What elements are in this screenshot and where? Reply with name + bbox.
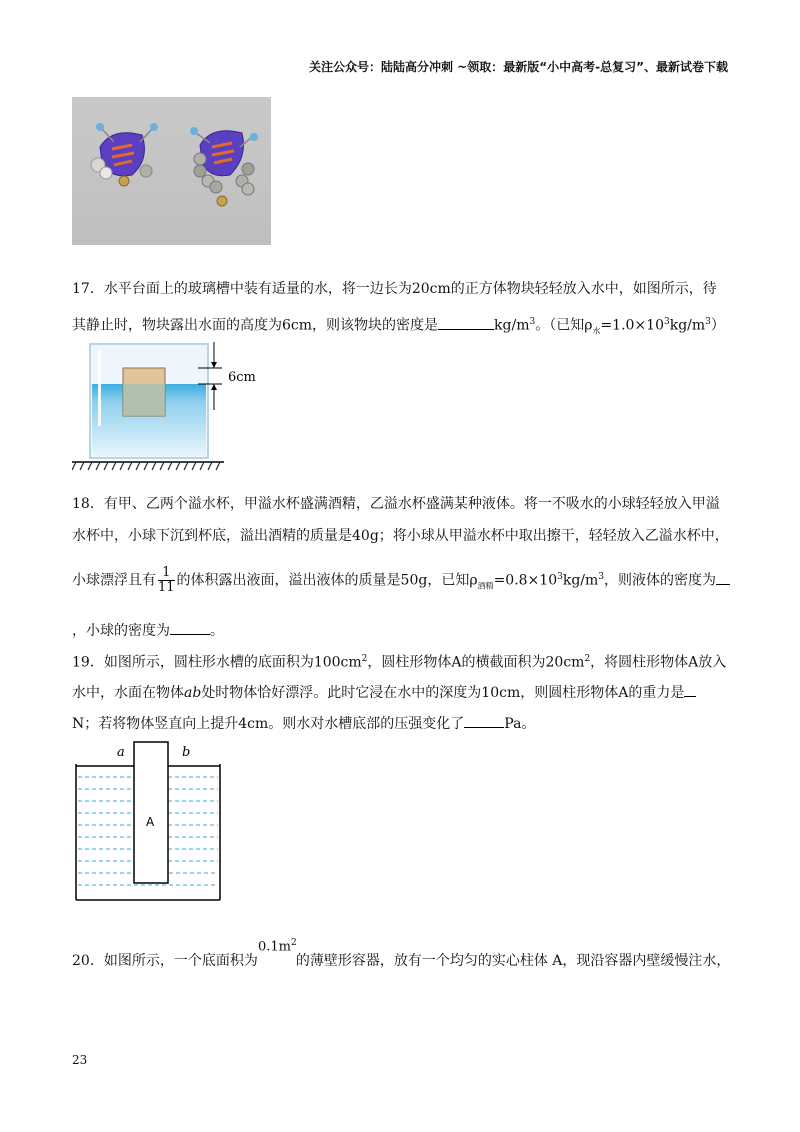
q19-text-a: 19．如图所示，圆柱形水槽的底面积为100cm (72, 654, 362, 671)
q17-line2: 其静止时，物块露出水面的高度为6cm，则该物块的密度是 $kg/m^3$。（已知$\rho_水=1.0\times 10^3kg/m^3$） (72, 313, 725, 340)
q18-text-a: 小球漂浮且有 (72, 572, 156, 589)
q18-text-b: 的体积露出液面，溢出液体的质量是50g，已知ρ (176, 572, 478, 589)
q17-text-b: 。（已知ρ (535, 317, 593, 334)
q19-text-c: ，将圆柱形物体A放入 (590, 654, 727, 671)
q19-label-a: a (117, 745, 125, 760)
q19-text-g: Pa。 (504, 716, 536, 732)
q19-line1: 19．如图所示，圆柱形水槽的底面积为$100cm^2$，圆柱形物体A的横截面积为$20cm^2$，将圆柱形物体A放入 (72, 654, 727, 671)
q18-sub-alcohol: 酒精 (477, 581, 494, 591)
q18-text-e2: 。 (210, 623, 224, 639)
q18-line2: 水杯中，小球下沉到杯底，溢出酒精的质量是40g；将小球从甲溢水杯中取出擦干，轻轻放入乙溢水杯中， (72, 528, 729, 544)
q19-answer-blank-1[interactable] (684, 682, 696, 697)
boats-coins-illustration (72, 97, 271, 245)
cylinder-A (134, 742, 168, 883)
q17-line1: 17．水平台面上的玻璃槽中装有适量的水，将一边长为20cm的正方体物块轻轻放入水中，如图所示，待 (72, 281, 717, 297)
q19-line3 (72, 713, 535, 733)
q17-unit: kg/m (494, 317, 530, 334)
q18-answer-blank-1[interactable] (716, 570, 730, 585)
q19-text-d: 水中，水面在物体 (72, 685, 184, 701)
fraction-denominator: 11 (158, 580, 175, 595)
q17-text-d: kg/m (669, 317, 706, 334)
q17-sub-water: 水 (592, 326, 601, 336)
q17-text-c: =1.0×10 (600, 317, 664, 334)
q20-area-value: 0.1m (258, 939, 292, 955)
q19-text-b: ，圆柱形物体A的横截面积为20cm (367, 654, 585, 671)
q20-text-a: 20．如图所示，一个底面积为 (72, 953, 258, 969)
q19-text-f: N；若将物体竖直向上提升4cm。则水对水槽底部的压强变化了 (72, 716, 465, 732)
q18-line4 (72, 620, 224, 640)
q20-text-b: 的薄壁形容器，放有一个均匀的实心柱体 A，现沿容器内壁缓慢注水， (295, 953, 731, 969)
q19-answer-blank-2[interactable] (464, 713, 504, 728)
page-number: 23 (72, 1053, 88, 1067)
q17-text-e: ） (710, 317, 725, 334)
q18-line3: 小球漂浮且有 $\frac{1}{11}$ 的体积露出液面，溢出液体的质量是50g，已知$\rho_{酒精}=0.8\times 10^3kg/m^3$，则液体的密度为 (72, 566, 730, 595)
fraction-1-11 (158, 566, 175, 595)
q19-ab-label: ab (184, 685, 202, 701)
q18-text-c: =0.8×10 (493, 572, 558, 589)
q18-line1: 18．有甲、乙两个溢水杯，甲溢水杯盛满酒精，乙溢水杯盛满某种液体。将一不吸水的小球轻轻放入甲溢 (72, 496, 720, 512)
q19-line2 (72, 682, 696, 702)
photo-boats-coins (72, 97, 271, 245)
q19-tank-figure (72, 740, 232, 905)
q17-dim-label: 6cm (228, 370, 256, 385)
q19-text-e: 处时物体恰好漂浮。此时它浸在水中的深度为10cm，则圆柱形物体A的重力是 (201, 685, 685, 701)
q18-text-e: ，则液体的密度为 (604, 572, 717, 589)
q17-text-a: 其静止时，物块露出水面的高度为6cm，则该物块的密度是 (72, 317, 439, 334)
q20-area: $0.1m^2$ (258, 938, 297, 955)
q18-text-d: kg/m (562, 572, 599, 589)
q19-label-A: A (146, 815, 155, 829)
q19-label-b: b (182, 745, 191, 760)
q17-answer-blank[interactable] (438, 315, 494, 330)
q20-line1 (72, 952, 730, 970)
page-header: 关注公众号：陆陆高分冲刺 ~领取：最新版“小中高考-总复习”、最新试卷下载 (309, 60, 728, 74)
q18-text-d2: ，小球的密度为 (72, 623, 170, 639)
fraction-numerator: 1 (158, 566, 175, 581)
q18-answer-blank-2[interactable] (170, 620, 210, 635)
q17-tank-figure (72, 340, 272, 475)
